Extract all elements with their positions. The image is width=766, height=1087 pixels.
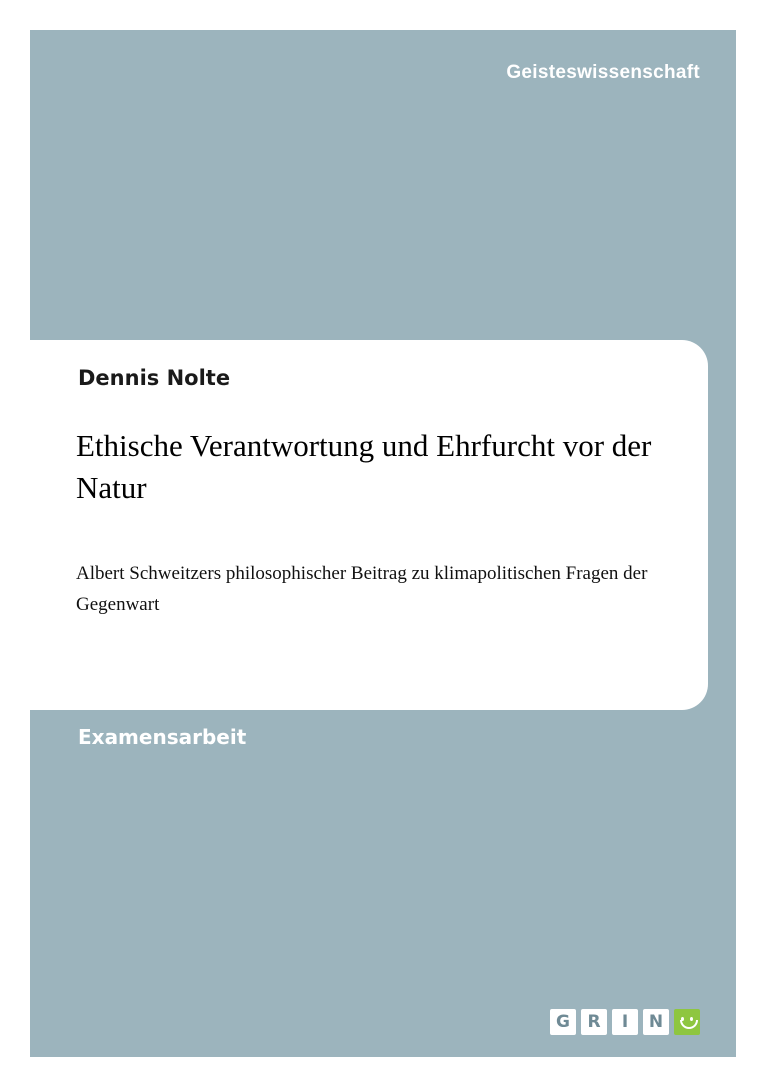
title-card [30,340,708,710]
logo-letter-r: R [581,1009,607,1035]
logo-letter-i: I [612,1009,638,1035]
document-type-label: Examensarbeit [78,725,247,749]
logo-letter-g: G [550,1009,576,1035]
subtitle: Albert Schweitzers philosophischer Beitrag zu klimapolitischen Fragen der Gegenwart [76,563,648,615]
cover-background-panel [30,30,736,1057]
logo-letter-n: N [643,1009,669,1035]
smiley-mouth-icon [680,1020,698,1029]
author-name: Dennis Nolte [78,366,231,390]
grin-logo [550,1009,700,1035]
page-title: Ethische Verantwortung und Ehrfurcht vor der Natur [76,428,652,505]
smiley-icon [674,1009,700,1035]
category-label: Geisteswissenschaft [506,62,700,83]
